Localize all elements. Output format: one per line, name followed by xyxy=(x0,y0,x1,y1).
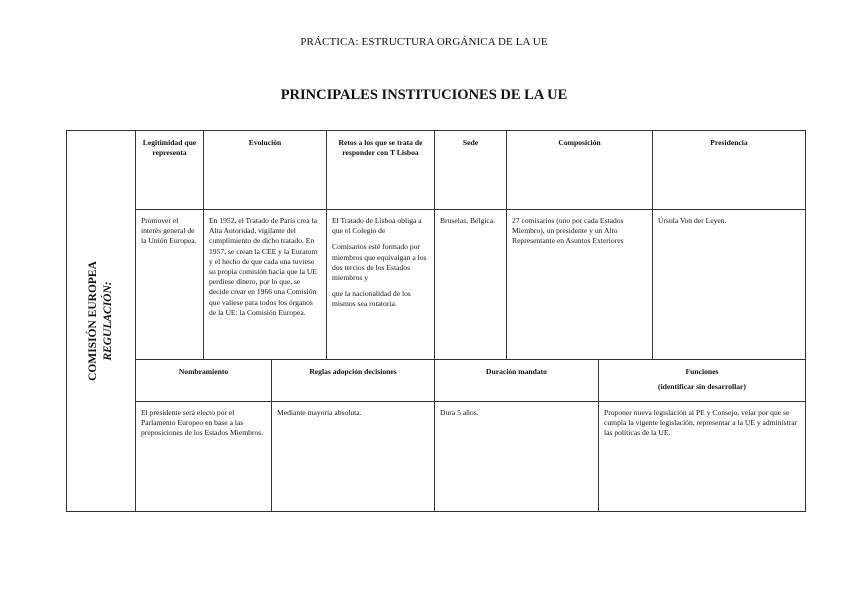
retos-paragraph: que la nacionalidad de los mismos sea rotatoria. xyxy=(332,289,411,309)
cell-funciones: Proponer nueva legislación al PE y Consejo, velar por que se cumpla la vigente legislación, representar a la UE y administrar las políticas de la UE. xyxy=(604,408,798,438)
header-funciones xyxy=(599,360,805,401)
header-funciones-note: (identificar sin desarrollar) xyxy=(658,382,746,392)
institution-side-label xyxy=(67,131,135,511)
cell-composicion: 27 comisarios (uno por cada Estados Miembro), un presidente y un Alto Representante en Asuntos Exteriores xyxy=(512,216,624,246)
cell-legitimidad: Promover el interés general de la Unión Europea. xyxy=(141,216,197,246)
header-legitimidad: Legitimidad que representa xyxy=(142,138,197,158)
page-title: PRINCIPALES INSTITUCIONES DE LA UE xyxy=(280,87,568,103)
retos-paragraph: El Tratado de Lisboa obliga a que el Colegio de xyxy=(332,216,422,236)
header-nombramiento: Nombramiento xyxy=(178,367,229,376)
cell-presidencia: Úrsula Von der Leyen. xyxy=(658,216,727,225)
cell-duracion: Dura 5 años. xyxy=(440,408,479,417)
cell-nombramiento: El presidente será electo por el Parlamento Europeo en base a las preposiciones de los Estados Miembros. xyxy=(141,408,264,438)
cell-reglas: Mediante mayoría absoluta. xyxy=(277,408,362,417)
institution-subtitle: REGULACIÓN: xyxy=(102,281,114,361)
header-retos: Retos a los que se trata de responder con T Lisboa xyxy=(338,138,423,158)
header-evolucion: Evolución xyxy=(248,138,282,147)
institution-name: COMISIÓN EUROPEA xyxy=(87,261,99,381)
header-presidencia: Presidencia xyxy=(710,138,748,147)
retos-paragraph: Comisarios esté formado por miembros que equivalgan a los dos tercios de los Estados miembros y xyxy=(332,242,427,283)
header-sede: Sede xyxy=(462,138,479,147)
header-composicion: Composición xyxy=(558,138,601,147)
cell-sede: Bruselas, Bélgica. xyxy=(440,216,496,225)
institution-table xyxy=(66,130,806,512)
document-header: PRÁCTICA: ESTRUCTURA ORGÁNICA DE LA UE xyxy=(300,36,548,48)
header-duracion: Duración mandato xyxy=(486,367,547,376)
cell-retos xyxy=(327,210,434,359)
header-reglas: Reglas adopción decisiones xyxy=(309,367,397,376)
header-funciones-title: Funciones xyxy=(685,367,719,376)
cell-evolucion: En 1952, el Tratado de París crea la Alta Autoridad, vigilante del cumplimiento de dicho tratado. En 1957, se crean la CEE y la Euratom y el hecho de que cada una tuviese su propia comisión hacía que la UE perdiese dinero, por lo que, se decide crear en 1966 una Comisión que valiese para todos los órganos de la UE: la Comisión Europea. xyxy=(209,216,318,317)
